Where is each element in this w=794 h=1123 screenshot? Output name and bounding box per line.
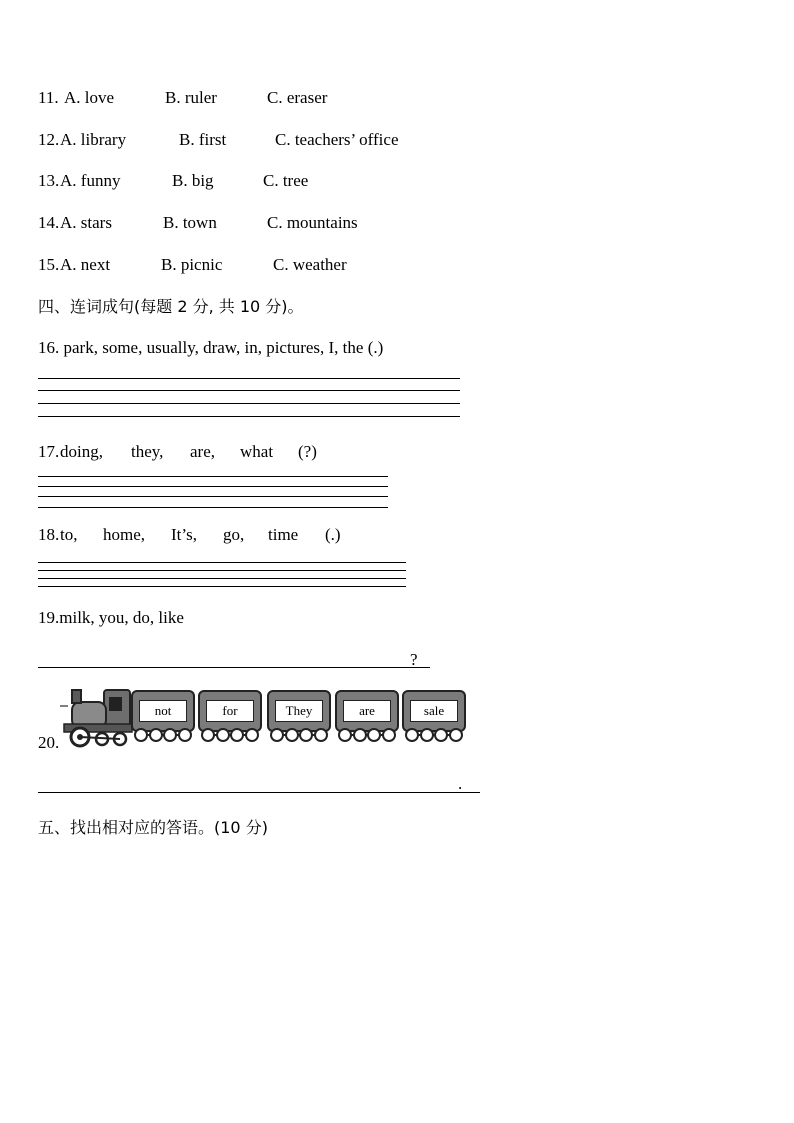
choice-15-a: A. next: [60, 255, 111, 274]
wheels-icon: [337, 727, 397, 743]
answer-line: [38, 390, 460, 391]
question-20-number: 20.: [38, 733, 60, 752]
answer-line-19[interactable]: [38, 667, 430, 668]
train-car-1: [131, 690, 195, 732]
question-17-word: what: [240, 442, 274, 461]
question-19-end-mark: ?: [410, 650, 418, 669]
choice-13-c: C. tree: [263, 171, 309, 190]
answer-line: [38, 578, 406, 579]
answer-line: [38, 586, 406, 587]
answer-line: [38, 403, 460, 404]
answer-line: [38, 570, 406, 571]
choice-12-number: 12.: [38, 130, 60, 149]
choice-12-a: A. library: [60, 130, 127, 149]
word-card: for: [206, 700, 254, 722]
choice-12-c: C. teachers’ office: [275, 130, 399, 149]
answer-line: [38, 486, 388, 487]
section-5-heading: 五、找出相对应的答语。(10 分): [38, 818, 268, 837]
question-17-number: 17.: [38, 442, 60, 461]
question-16: 16. park, some, usually, draw, in, pictures, I, the (.): [38, 338, 384, 357]
choice-11-b: B. ruler: [165, 88, 217, 107]
choice-14-c: C. mountains: [267, 213, 358, 232]
wheels-icon: [133, 727, 193, 743]
choice-15-b: B. picnic: [161, 255, 223, 274]
question-18-word: time: [268, 525, 299, 544]
wheels-icon: [404, 727, 464, 743]
question-19: 19.milk, you, do, like: [38, 608, 184, 627]
answer-line: [38, 496, 388, 497]
question-17-word: they,: [131, 442, 164, 461]
choice-15-c: C. weather: [273, 255, 347, 274]
question-17-punctuation: (?): [298, 442, 317, 461]
choice-12-b: B. first: [179, 130, 227, 149]
answer-line: [38, 507, 388, 508]
choice-11-number: 11.: [38, 88, 59, 107]
answer-line: [38, 378, 460, 379]
wheels-icon: [200, 727, 260, 743]
wheels-icon: [269, 727, 329, 743]
answer-line-20[interactable]: [38, 792, 480, 793]
section-4-heading: 四、连词成句(每题 2 分, 共 10 分)。: [38, 297, 304, 316]
answer-line: [38, 562, 406, 563]
word-card: They: [275, 700, 323, 722]
question-18-number: 18.: [38, 525, 60, 544]
train-car-3: [267, 690, 331, 732]
word-card: sale: [410, 700, 458, 722]
choice-11-c: C. eraser: [267, 88, 328, 107]
question-17-word: doing,: [60, 442, 103, 461]
answer-line: [38, 476, 388, 477]
question-18-word: to,: [60, 525, 78, 544]
train-car-2: [198, 690, 262, 732]
question-18-punctuation: (.): [325, 525, 341, 544]
locomotive-icon: [60, 686, 134, 748]
answer-line: [38, 416, 460, 417]
question-17-word: are,: [190, 442, 216, 461]
train-car-4: [335, 690, 399, 732]
train-car-5: [402, 690, 466, 732]
choice-15-number: 15.: [38, 255, 60, 274]
question-18-word: go,: [223, 525, 245, 544]
choice-14-number: 14.: [38, 213, 60, 232]
choice-14-a: A. stars: [60, 213, 112, 232]
word-card: are: [343, 700, 391, 722]
choice-13-a: A. funny: [60, 171, 121, 190]
question-20-end-mark: .: [458, 774, 463, 793]
question-18-word: home,: [103, 525, 146, 544]
word-card: not: [139, 700, 187, 722]
question-18-word: It’s,: [171, 525, 197, 544]
choice-13-number: 13.: [38, 171, 60, 190]
choice-14-b: B. town: [163, 213, 217, 232]
choice-11-a: A. love: [64, 88, 115, 107]
choice-13-b: B. big: [172, 171, 214, 190]
